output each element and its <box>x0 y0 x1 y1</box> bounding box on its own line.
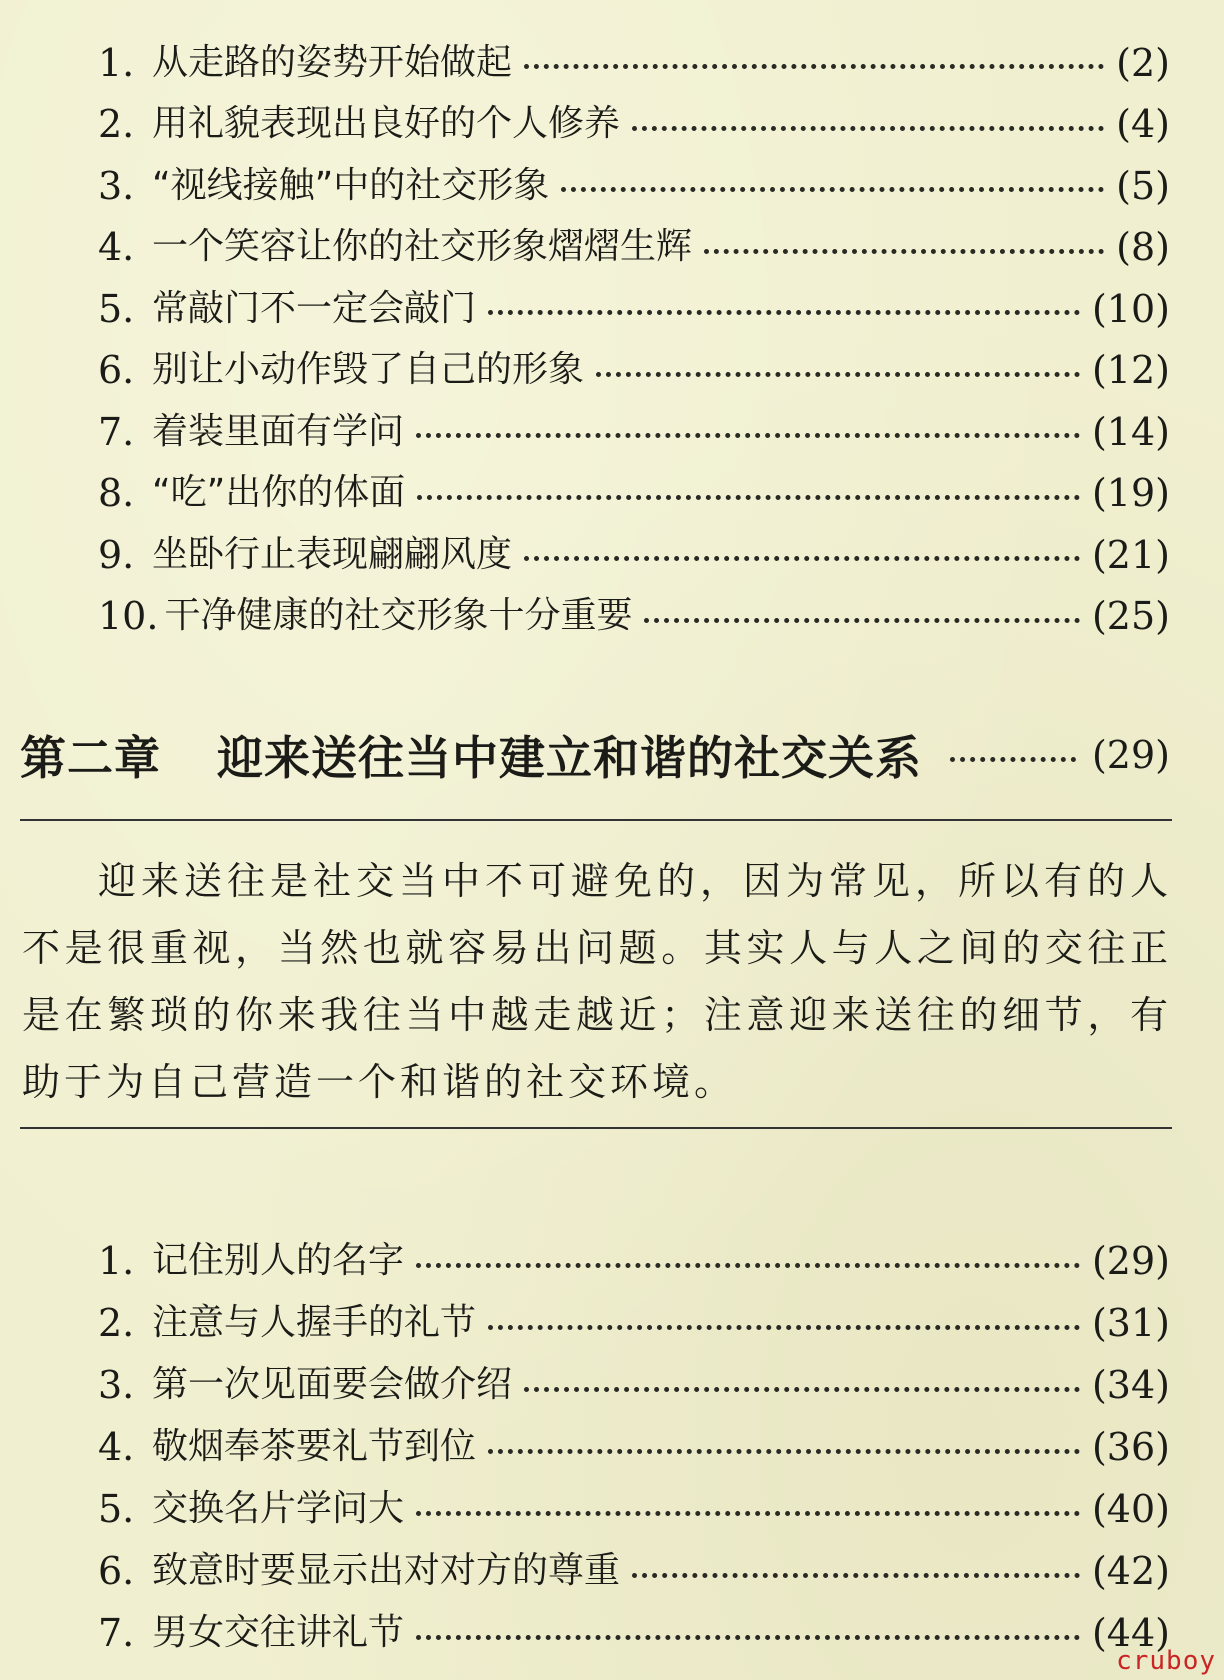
toc-item-page: (44) <box>1091 1611 1170 1655</box>
toc-item-title: 致意时要显示出对对方的尊重 <box>152 1550 621 1591</box>
toc-item-number: 2. <box>98 102 135 147</box>
toc-item-number: 6. <box>98 1549 135 1593</box>
toc-item-title: 第一次见面要会做介绍 <box>152 1364 513 1405</box>
toc-item-title: “视线接触”中的社交形象 <box>152 164 550 206</box>
divider-top <box>20 819 1172 821</box>
toc-item-title: 注意与人握手的礼节 <box>152 1302 477 1343</box>
toc-item[interactable] <box>98 1416 1170 1478</box>
toc-item[interactable] <box>98 1602 1170 1664</box>
chapter-heading[interactable] <box>20 722 1170 788</box>
toc-item-number: 1. <box>98 40 135 85</box>
toc-item-number: 2. <box>98 1301 135 1345</box>
toc-item[interactable] <box>98 1540 1170 1602</box>
dot-leader <box>644 618 1080 623</box>
toc-item-number: 3. <box>98 1363 135 1407</box>
dot-leader <box>632 126 1104 131</box>
toc-item-title: 交换名片学问大 <box>152 1488 405 1529</box>
dot-leader <box>950 757 1076 762</box>
toc-item[interactable] <box>98 586 1170 648</box>
toc-item-title: 从走路的姿势开始做起 <box>152 41 513 83</box>
toc-item-title: 别让小动作毁了自己的形象 <box>152 349 585 391</box>
dot-leader <box>596 372 1080 377</box>
toc-item-number: 4. <box>98 225 135 270</box>
toc-item-title: 干净健康的社交形象十分重要 <box>164 595 633 637</box>
toc-list-chapter-one <box>98 32 1170 647</box>
toc-item-page: (42) <box>1091 1549 1170 1593</box>
toc-item[interactable] <box>98 32 1170 94</box>
toc-item[interactable] <box>98 1354 1170 1416</box>
dot-leader <box>632 1573 1080 1578</box>
toc-item-title: 一个笑容让你的社交形象熠熠生辉 <box>152 226 693 268</box>
dot-leader <box>416 1263 1080 1268</box>
chapter-title: 迎来送往当中建立和谐的社交关系 <box>217 731 922 785</box>
toc-item-page: (29) <box>1091 1239 1170 1283</box>
dot-leader <box>488 1449 1080 1454</box>
toc-item-page: (5) <box>1116 163 1170 208</box>
toc-item-page: (2) <box>1116 40 1170 85</box>
toc-item-number: 7. <box>98 409 135 454</box>
toc-item-page: (25) <box>1091 594 1170 639</box>
dot-leader <box>704 249 1104 254</box>
toc-item[interactable] <box>98 94 1170 156</box>
watermark: cruboy <box>1116 1646 1216 1676</box>
dot-leader <box>416 1635 1080 1640</box>
toc-item-page: (36) <box>1091 1425 1170 1469</box>
toc-item[interactable] <box>98 1230 1170 1292</box>
dot-leader <box>416 433 1080 438</box>
toc-item-title: 敬烟奉茶要礼节到位 <box>152 1426 477 1467</box>
toc-item-page: (12) <box>1091 348 1170 393</box>
toc-item-page: (34) <box>1091 1363 1170 1407</box>
dot-leader <box>488 1325 1080 1330</box>
toc-item[interactable] <box>98 217 1170 279</box>
toc-item[interactable] <box>98 524 1170 586</box>
dot-leader <box>561 187 1104 192</box>
toc-list-chapter-two <box>98 1230 1170 1664</box>
toc-item[interactable] <box>98 1292 1170 1354</box>
toc-item-page: (14) <box>1091 409 1170 454</box>
toc-item-number: 5. <box>98 286 135 331</box>
dot-leader <box>416 1511 1080 1516</box>
toc-item-number: 4. <box>98 1425 135 1469</box>
toc-item-title: 用礼貌表现出良好的个人修养 <box>152 103 621 145</box>
toc-item-number: 7. <box>98 1611 135 1655</box>
dot-leader <box>488 310 1080 315</box>
toc-item-page: (19) <box>1091 471 1170 516</box>
toc-item-title: 着装里面有学问 <box>152 410 405 452</box>
toc-item-title: “吃”出你的体面 <box>152 472 406 514</box>
toc-item-page: (40) <box>1091 1487 1170 1531</box>
dot-leader <box>524 64 1104 69</box>
toc-item-title: 坐卧行止表现翩翩风度 <box>152 533 513 575</box>
toc-item[interactable] <box>98 1478 1170 1540</box>
dot-leader <box>524 556 1080 561</box>
toc-item-number: 9. <box>98 532 135 577</box>
toc-item-number: 8. <box>98 471 135 516</box>
toc-item-number: 5. <box>98 1487 135 1531</box>
toc-item-number: 6. <box>98 348 135 393</box>
toc-item-number: 3. <box>98 163 135 208</box>
toc-item-number: 1. <box>98 1239 135 1283</box>
toc-item[interactable] <box>98 155 1170 217</box>
chapter-label: 第二章 <box>20 731 161 785</box>
divider-bottom <box>20 1127 1172 1129</box>
toc-item-page: (21) <box>1091 532 1170 577</box>
toc-item-page: (8) <box>1116 225 1170 270</box>
dot-leader <box>417 495 1080 500</box>
toc-item-page: (4) <box>1116 102 1170 147</box>
toc-item-title: 男女交往讲礼节 <box>152 1612 405 1653</box>
toc-item[interactable] <box>98 278 1170 340</box>
dot-leader <box>524 1387 1080 1392</box>
toc-item-page: (31) <box>1091 1301 1170 1345</box>
toc-item[interactable] <box>98 340 1170 402</box>
toc-item-number: 10. <box>98 594 159 639</box>
chapter-intro: 迎来送往是社交当中不可避免的，因为常见，所以有的人不是很重视，当然也就容易出问题。其实人与人之间的交往正是在繁琐的你来我往当中越走越近；注意迎来送往的细节，有助于为自己营造一个和谐的社交环境。 <box>22 859 1172 1104</box>
toc-item-title: 记住别人的名字 <box>152 1240 405 1281</box>
toc-item[interactable] <box>98 401 1170 463</box>
toc-item[interactable] <box>98 463 1170 525</box>
toc-item-title: 常敲门不一定会敲门 <box>152 287 477 329</box>
toc-item-page: (10) <box>1091 286 1170 331</box>
chapter-page: (29) <box>1091 733 1170 777</box>
